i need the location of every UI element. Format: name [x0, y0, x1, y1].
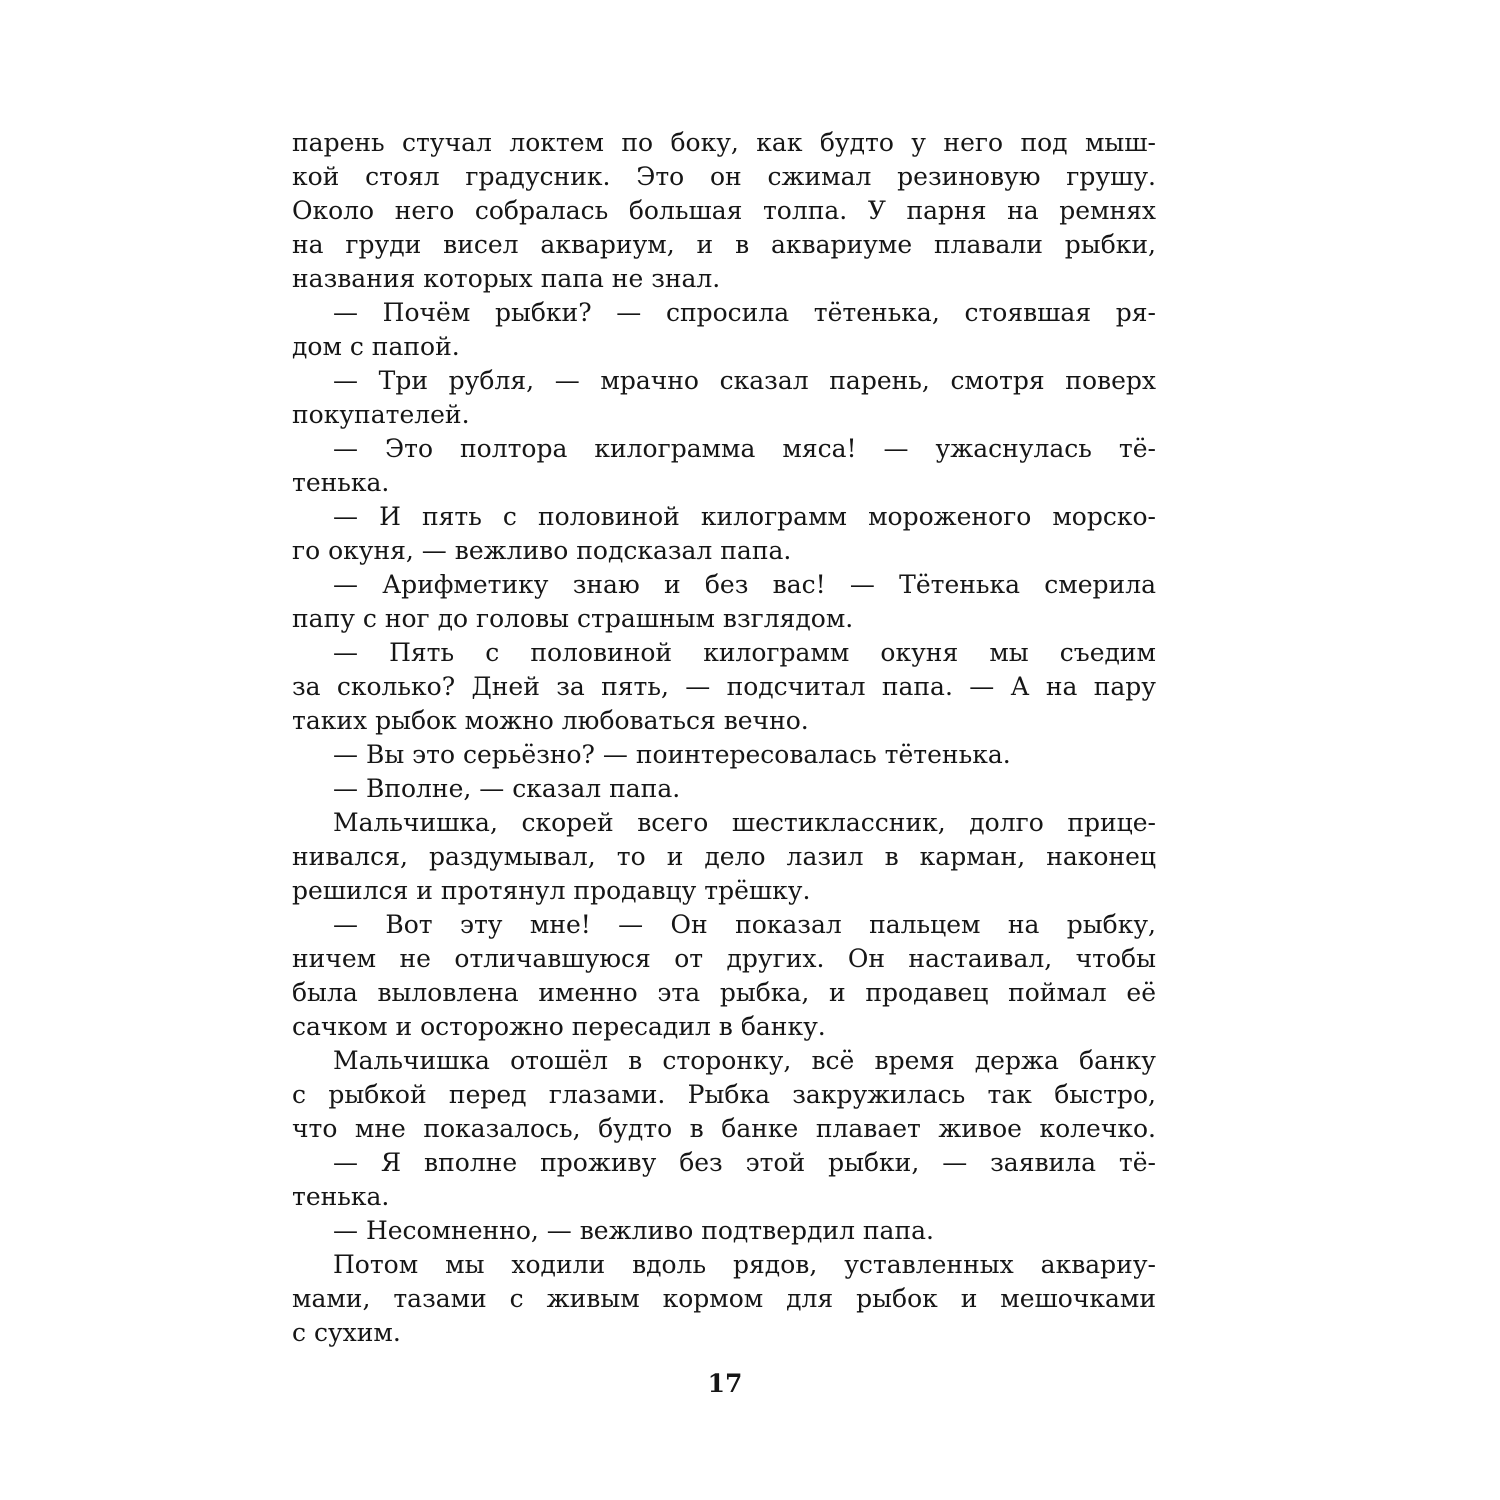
- body-text: [292, 126, 1156, 1350]
- text-line: — Три рубля, — мрачно сказал парень, смотря поверх: [333, 366, 1156, 395]
- text-line: — Арифметику знаю и без вас! — Тётенька смерила: [333, 570, 1156, 599]
- text-line: Мальчишка отошёл в сторонку, всё время держа банку: [333, 1046, 1156, 1075]
- text-line: ничем не отличавшуюся от других. Он настаивал, чтобы: [292, 944, 1156, 973]
- text-line: тенька.: [292, 468, 390, 497]
- text-line: с сухим.: [292, 1318, 401, 1347]
- text-line: что мне показалось, будто в банке плавает живое колечко.: [292, 1114, 1156, 1143]
- text-line: на груди висел аквариум, и в аквариуме плавали рыбки,: [292, 230, 1156, 259]
- text-line: кой стоял градусник. Это он сжимал резиновую грушу.: [292, 162, 1156, 191]
- page-number: 17: [707, 1369, 743, 1398]
- text-line: Около него собралась большая толпа. У парня на ремнях: [292, 196, 1156, 225]
- text-line: покупателей.: [292, 400, 470, 429]
- text-line: — Я вполне проживу без этой рыбки, — заявила тё-: [333, 1148, 1156, 1177]
- text-line: названия которых папа не знал.: [292, 264, 721, 293]
- text-line: с рыбкой перед глазами. Рыбка закружилась так быстро,: [292, 1080, 1156, 1109]
- text-line: — Пять с половиной килограмм окуня мы съедим: [333, 638, 1156, 667]
- text-line: сачком и осторожно пересадил в банку.: [292, 1012, 826, 1041]
- text-line: Потом мы ходили вдоль рядов, уставленных аквариу-: [333, 1250, 1156, 1279]
- text-line: — Почём рыбки? — спросила тётенька, стоявшая ря-: [333, 298, 1156, 327]
- text-line: — Вполне, — сказал папа.: [333, 774, 681, 803]
- text-line: го окуня, — вежливо подсказал папа.: [292, 536, 792, 565]
- text-line: таких рыбок можно любоваться вечно.: [292, 706, 809, 735]
- text-line: папу с ног до головы страшным взглядом.: [292, 604, 854, 633]
- text-line: — Несомненно, — вежливо подтвердил папа.: [333, 1216, 934, 1245]
- text-line: — Вы это серьёзно? — поинтересовалась тётенька.: [333, 740, 1011, 769]
- text-line: тенька.: [292, 1182, 390, 1211]
- text-line: была выловлена именно эта рыбка, и продавец поймал её: [292, 978, 1156, 1007]
- text-line: нивался, раздумывал, то и дело лазил в карман, наконец: [292, 842, 1156, 871]
- text-line: Мальчишка, скорей всего шестиклассник, долго прице-: [333, 808, 1156, 837]
- text-line: — И пять с половиной килограмм мороженого морско-: [333, 502, 1156, 531]
- text-line: решился и протянул продавцу трёшку.: [292, 876, 811, 905]
- text-line: — Вот эту мне! — Он показал пальцем на рыбку,: [333, 910, 1156, 939]
- text-line: парень стучал локтем по боку, как будто у него под мыш-: [292, 128, 1156, 157]
- text-line: — Это полтора килограмма мяса! — ужаснулась тё-: [333, 434, 1156, 463]
- text-line: за сколько? Дней за пять, — подсчитал папа. — А на пару: [292, 672, 1156, 701]
- text-line: мами, тазами с живым кормом для рыбок и мешочками: [292, 1284, 1156, 1313]
- text-line: дом с папой.: [292, 332, 460, 361]
